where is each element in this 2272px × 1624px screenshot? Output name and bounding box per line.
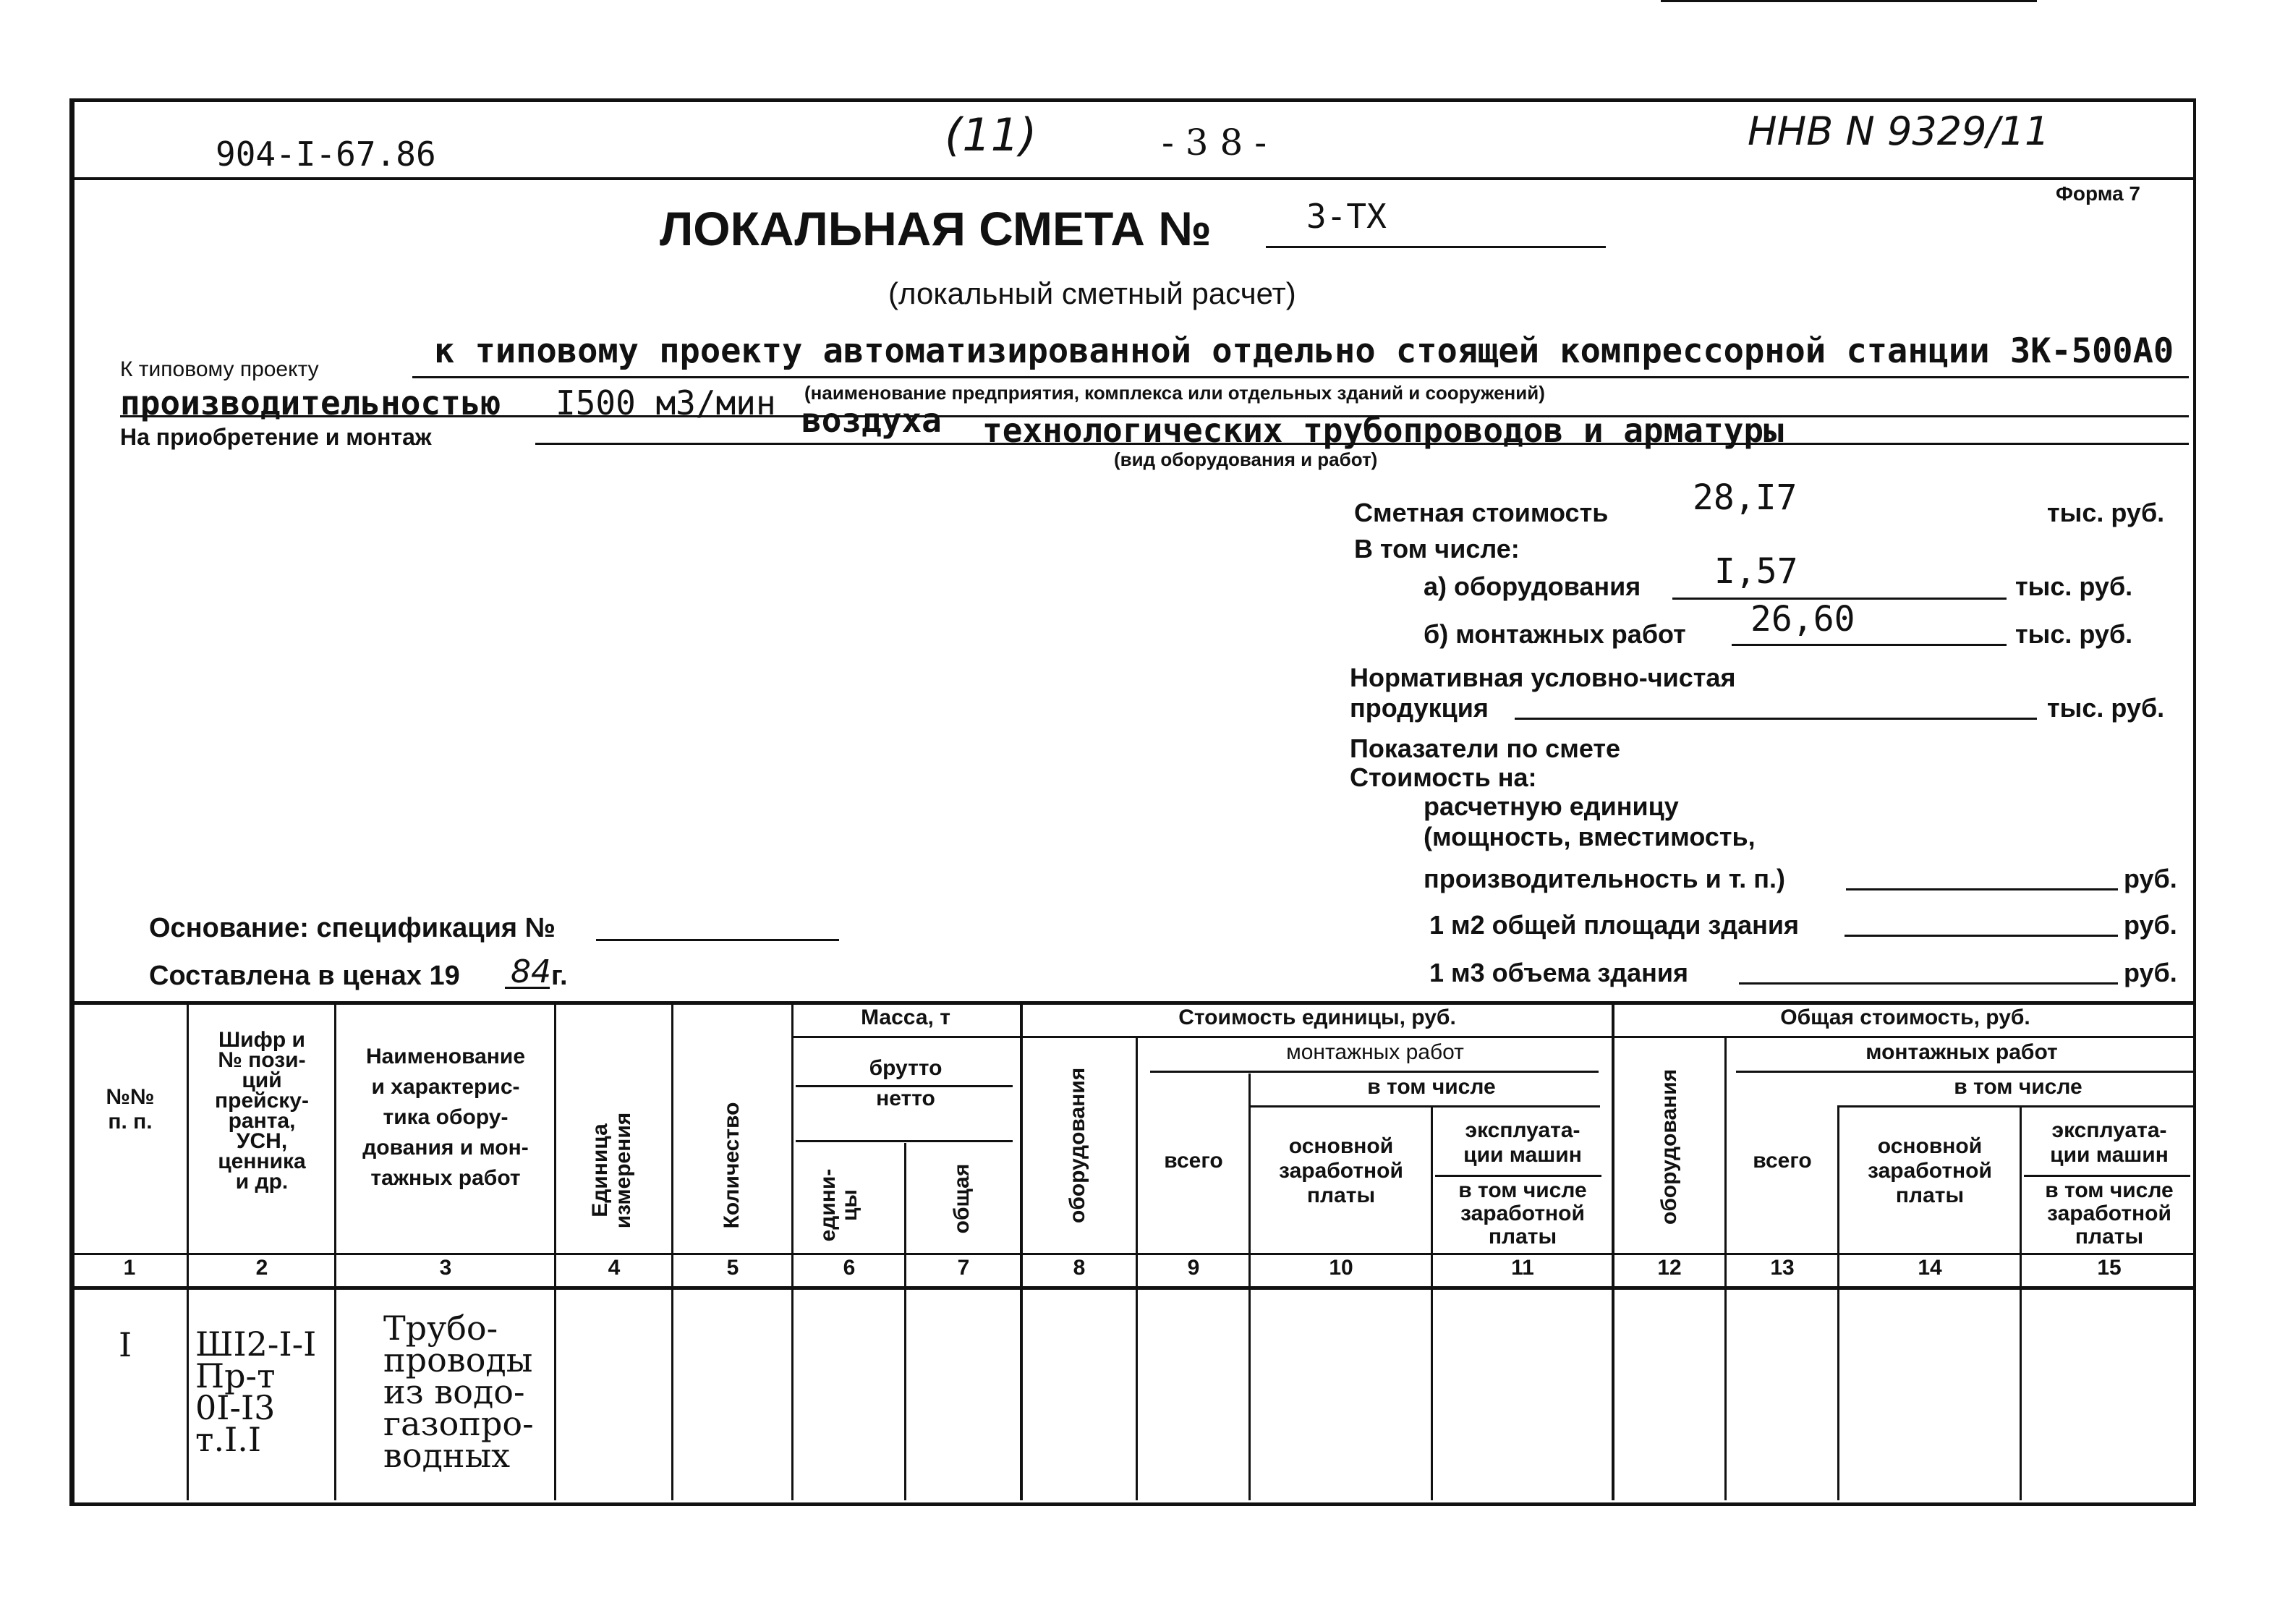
header-brutto: брутто	[869, 1056, 943, 1080]
calc-unit-line	[1846, 888, 2118, 890]
estimated-cost-unit: тыс. руб.	[2047, 498, 2165, 527]
volume-label: 1 м3 объема здания	[1429, 958, 1689, 987]
equipment-unit: тыс. руб.	[2015, 571, 2133, 601]
header-machines-total: эксплуата- ции машин	[2050, 1118, 2169, 1167]
header-basic-pay-total: основной заработной платы	[1868, 1134, 1992, 1207]
install-line-left	[1150, 1071, 1599, 1073]
header-unit-cost: Стоимость единицы, руб.	[1178, 1006, 1456, 1029]
indicators-label: Показатели по смете	[1350, 734, 1621, 763]
col-number: 9	[1187, 1256, 1200, 1280]
header-machines-unit: эксплуата- ции машин	[1463, 1118, 1582, 1167]
installation-value: 26,60	[1750, 599, 1855, 639]
machines-line-left	[1435, 1175, 1601, 1177]
header-all-total: всего	[1753, 1149, 1812, 1173]
prices-suffix: г.	[551, 961, 568, 991]
col-numbers-bottom-line	[69, 1286, 2196, 1290]
normative-label-1: Нормативная условно-чистая	[1350, 663, 1736, 692]
header-all-unit: всего	[1164, 1149, 1223, 1173]
header-install-unit: монтажных работ	[1286, 1040, 1464, 1064]
col-number: 8	[1073, 1256, 1086, 1280]
header-machines-pay-unit: в том числе заработной платы	[1458, 1178, 1587, 1249]
sheet-mark: (11)	[945, 109, 1037, 161]
row-1-num: I	[119, 1325, 132, 1364]
col-number: 15	[2097, 1256, 2122, 1280]
estimated-cost-value: 28,I7	[1693, 477, 1797, 518]
project-label: К типовому проекту	[120, 357, 319, 381]
header-code: Шифр и № пози- ций прейску- ранта, УСН, ценника и др.	[215, 1028, 309, 1194]
volume-line	[1739, 982, 2118, 985]
col-number: 4	[608, 1256, 621, 1280]
table-col-divider	[554, 1001, 556, 1500]
table-col-divider	[2020, 1107, 2022, 1500]
install-line-right	[1736, 1071, 2196, 1073]
prices-year: 84	[511, 953, 551, 990]
mass-header-line	[791, 1036, 1020, 1038]
machines-line-right	[2024, 1175, 2190, 1177]
equipment-label: а) оборудования	[1424, 571, 1641, 601]
col-number: 7	[957, 1256, 970, 1280]
header-divider	[69, 177, 2196, 180]
estimated-cost-line	[1661, 0, 2037, 2]
installation-unit: тыс. руб.	[2015, 619, 2133, 649]
header-basic-pay-unit: основной заработной платы	[1279, 1134, 1403, 1207]
table-col-divider	[1837, 1107, 1839, 1500]
page-number: - 3 8 -	[1162, 122, 1267, 163]
table-col-divider	[1136, 1036, 1138, 1500]
header-machines-pay-total: в том числе заработной платы	[2045, 1178, 2174, 1249]
normative-label-2: продукция	[1350, 693, 1489, 723]
installation-label: б) монтажных работ	[1424, 619, 1686, 649]
col-number: 11	[1511, 1256, 1534, 1280]
estimate-number: 3-ТХ	[1306, 197, 1387, 236]
header-incl-unit: в том числе	[1367, 1075, 1496, 1099]
purchase-label: На приобретение и монтаж	[120, 424, 432, 450]
calc-unit-label-3: производительность и т. п.)	[1424, 864, 1785, 893]
header-total-mass: общая	[950, 1163, 974, 1234]
header-mass: Масса, т	[861, 1006, 950, 1029]
table-col-divider	[334, 1001, 336, 1500]
header-netto: нетто	[876, 1087, 935, 1110]
area-rub: руб.	[2124, 910, 2177, 940]
project-line-1: к типовому проекту автоматизированной отдельно стоящей компрессорной станции 3К-500А0	[434, 331, 2174, 371]
form-label: Форма 7	[2056, 182, 2141, 205]
col-number: 14	[1918, 1256, 1942, 1280]
col-number: 3	[439, 1256, 452, 1280]
header-equipment-unit: оборудования	[1065, 1067, 1089, 1223]
table-col-divider	[1612, 1001, 1614, 1500]
page-title: ЛОКАЛЬНАЯ СМЕТА №	[660, 202, 1212, 255]
header-unit: Единица измерения	[588, 1112, 635, 1229]
col-number: 1	[123, 1256, 136, 1280]
header-num: №№ п. п.	[106, 1085, 155, 1134]
col-numbers-top-line	[69, 1253, 2196, 1255]
col-number: 13	[1770, 1256, 1795, 1280]
project-line-2b: I500 м3/мин	[556, 383, 776, 422]
normative-unit: тыс. руб.	[2047, 693, 2165, 723]
table-col-divider	[671, 1001, 673, 1500]
area-line	[1845, 935, 2118, 937]
table-top-line	[69, 1001, 2196, 1005]
table-col-divider	[1431, 1107, 1433, 1500]
project-line-1-underline	[412, 376, 2189, 378]
calc-unit-rub: руб.	[2124, 864, 2177, 893]
incl-line-left	[1248, 1105, 1600, 1108]
basis-label: Основание: спецификация №	[149, 913, 556, 943]
calc-unit-label-2: (мощность, вместимость,	[1424, 822, 1756, 851]
row-1-name: Трубо- проводы из водо- газопро- водных	[383, 1309, 534, 1475]
page-subtitle: (локальный сметный расчет)	[888, 276, 1296, 310]
caption-equipment: (вид оборудования и работ)	[1114, 448, 1378, 470]
purchase-value: технологических трубопроводов и арматуры	[982, 411, 1784, 450]
area-label: 1 м2 общей площади здания	[1429, 910, 1800, 940]
header-unit-mass: едини- цы	[816, 1168, 861, 1242]
purchase-underline	[535, 443, 2189, 445]
header-qty: Количество	[720, 1102, 744, 1229]
project-line-2a: производительностью	[120, 383, 501, 422]
project-code: 904-I-67.86	[216, 135, 436, 174]
incl-line-right	[1837, 1105, 2196, 1108]
col-number: 10	[1329, 1256, 1353, 1280]
normative-line	[1515, 718, 2037, 720]
header-equipment-total: оборудования	[1657, 1068, 1681, 1225]
inventory-number: ННВ N 9329/11	[1748, 109, 2050, 154]
row-1-code: ШI2-I-I Пр-т 0I-I3 т.I.I	[195, 1325, 317, 1459]
header-incl-total: в том числе	[1954, 1075, 2082, 1099]
table-col-divider	[1020, 1001, 1023, 1500]
table-col-divider	[187, 1001, 189, 1500]
including-label: В том числе:	[1354, 534, 1520, 564]
unit-cost-header-line	[1023, 1036, 1612, 1038]
col-number: 6	[843, 1256, 856, 1280]
prices-year-line	[505, 987, 550, 989]
basis-line	[596, 939, 839, 941]
header-total-cost: Общая стоимость, руб.	[1780, 1006, 2030, 1029]
col-number: 12	[1657, 1256, 1682, 1280]
caption-enterprise: (наименование предприятия, комплекса или отдельных зданий и сооружений)	[804, 382, 1545, 404]
total-cost-header-line	[1614, 1036, 2196, 1038]
col-number: 5	[726, 1256, 739, 1280]
table-col-divider	[1724, 1036, 1727, 1500]
header-install-total: монтажных работ	[1865, 1040, 2058, 1064]
col-number: 2	[255, 1256, 268, 1280]
installation-line	[1732, 644, 2007, 646]
project-line-2c: воздуха	[801, 401, 942, 440]
table-col-divider	[904, 1143, 906, 1500]
volume-rub: руб.	[2124, 958, 2177, 987]
prices-label: Составлена в ценах 19	[149, 961, 460, 991]
netto-line	[796, 1140, 1013, 1142]
estimated-cost-label: Сметная стоимость	[1354, 498, 1609, 527]
equipment-value: I,57	[1714, 551, 1798, 592]
header-name: Наименование и характерис- тика обору- дования и мон- тажных работ	[362, 1045, 529, 1190]
calc-unit-label-1: расчетную единицу	[1424, 791, 1679, 821]
estimate-number-line	[1266, 246, 1606, 248]
cost-on-label: Стоимость на:	[1350, 762, 1537, 792]
